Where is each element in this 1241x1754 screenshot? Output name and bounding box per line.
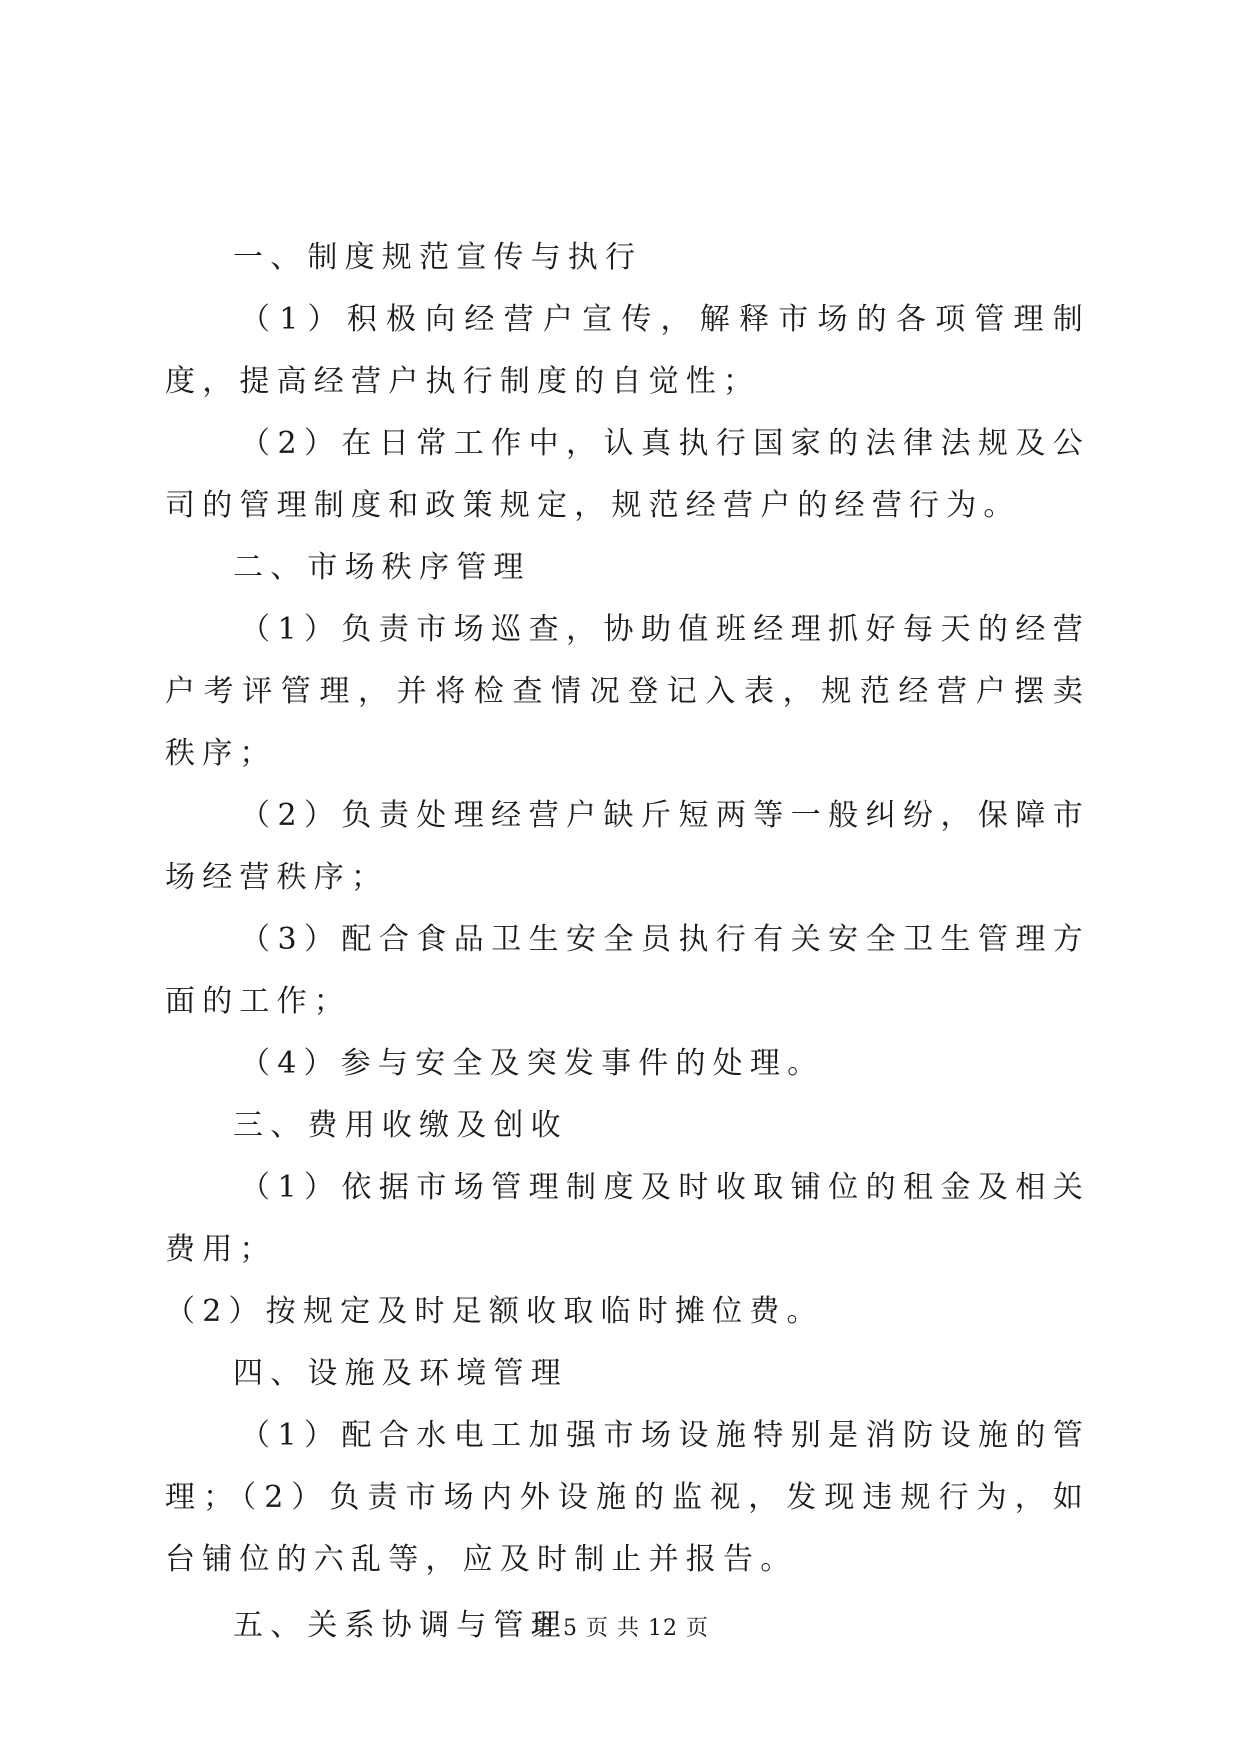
paragraph-item: （1）积极向经营户宣传，解释市场的各项管理制度，提高经营户执行制度的自觉性； [165,302,1090,399]
section-heading-1: 一、制度规范宣传与执行 [233,240,643,275]
section-heading-5: 五、关系协调与管理 [233,1608,568,1643]
section-heading-4: 四、设施及环境管理 [233,1356,568,1391]
paragraph-item: （2）负责处理经营户缺斤短两等一般纠纷，保障市场经营秩序； [165,798,1090,895]
paragraph-item: （1）依据市场管理制度及时收取铺位的租金及相关费用； [165,1170,1090,1267]
paragraph-item: （3）配合食品卫生安全员执行有关安全卫生管理方面的工作； [165,922,1090,1019]
paragraph-item: （2）按规定及时足额收取临时摊位费。 [165,1294,824,1329]
section-heading-3: 三、费用收缴及创收 [233,1108,568,1143]
section-heading-2: 二、市场秩序管理 [233,550,531,585]
document-body [165,227,1090,1657]
paragraph-item: （1）负责市场巡查，协助值班经理抓好每天的经营户考评管理，并将检查情况登记入表，规范经营户摆卖秩序； [165,612,1090,771]
paragraph-item: （4）参与安全及突发事件的处理。 [240,1046,825,1081]
paragraph-item: （2）在日常工作中，认真执行国家的法律法规及公司的管理制度和政策规定，规范经营户的经营行为。 [165,426,1090,523]
paragraph-item: （1）配合水电工加强市场设施特别是消防设施的管理；（2）负责市场内外设施的监视，发现违规行为，如台铺位的六乱等，应及时制止并报告。 [165,1418,1090,1577]
page-number-footer: 第 5 页 共 12 页 [532,1616,709,1641]
